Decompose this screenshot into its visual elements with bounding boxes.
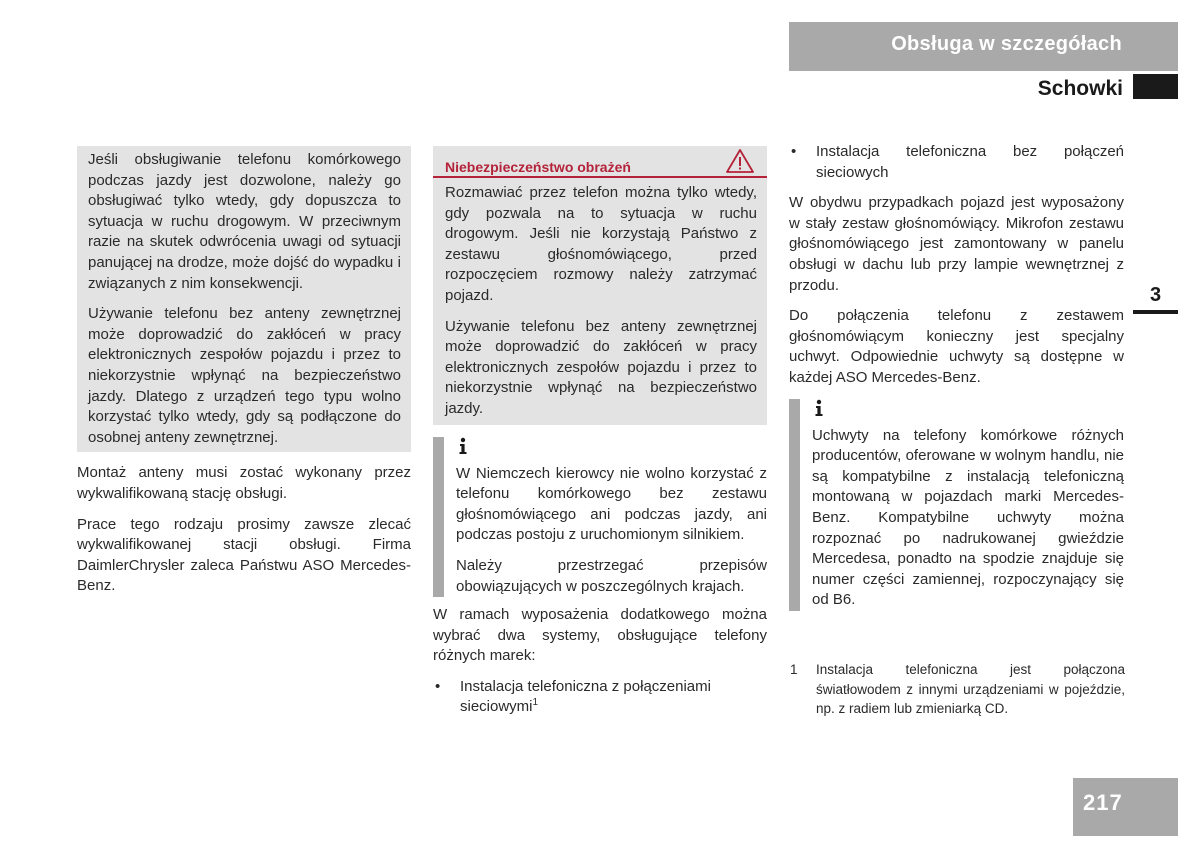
chapter-tab: 3 (1133, 282, 1178, 314)
danger-header (433, 146, 767, 178)
footnote-reference: 1 (532, 697, 539, 709)
note-paragraph: Używanie telefonu bez anteny zewnętrznej może doprowadzić do zakłóceń w pracy elektronicznych zespołów pojazdu i przez to niekorzystnie wpłynąć na bezpieczeństwo jazdy. Dlatego z urządzeń tego typu wolno korzystać tylko wtedy, gdy są podłączone do osobnej anteny zewnętrznej. (88, 305, 401, 446)
info-bar (789, 399, 800, 611)
body-paragraph: Do połączenia telefonu z zestawem głośnomówiącym konieczny jest specjalny uchwyt. Odpowiednie uchwyty są dostępne w każdej ASO Mercedes-Benz. (789, 307, 1124, 386)
body-paragraph: Prace tego rodzaju prosimy zawsze zlecać wykwalifikowanej stacji obsługi. Firma DaimlerChrysler zaleca Państwu ASO Mercedes-Benz. (77, 515, 411, 595)
bullet-symbol: • (435, 677, 441, 695)
list-item (433, 677, 767, 718)
subsection-marker (1133, 74, 1178, 99)
info-icon (812, 399, 826, 417)
body-paragraph: W ramach wyposażenia dodatkowego można wybrać dwa systemy, obsługujące telefony różnych marek: (433, 606, 767, 665)
footnote-number: 1 (790, 662, 798, 677)
info-box (433, 437, 767, 598)
warning-triangle-icon (725, 148, 755, 174)
info-box (789, 399, 1124, 611)
footnote (790, 660, 1125, 719)
footnote-text: Instalacja telefoniczna jest połączona światłowodem z innymi urządzeniami w pojeździe, np. z radiem lub zmieniarką CD. (816, 662, 1125, 716)
danger-warning-box (433, 146, 767, 425)
section-title: Obsługa w szczegółach (789, 22, 1178, 71)
list-item-text: Instalacja telefoniczna z połączeniami sieciowymi (460, 677, 711, 716)
right-column (789, 142, 1124, 611)
list-item (789, 142, 1124, 183)
note-box (77, 146, 411, 452)
danger-paragraph: Używanie telefonu bez anteny zewnętrznej może doprowadzić do zakłóceń w pracy elektronicznych zespołów pojazdu i przez to niekorzystnie wpłynąć na bezpieczeństwo jazdy. (445, 317, 757, 417)
middle-column (433, 146, 767, 718)
subsection-title: Schowki (1037, 77, 1123, 100)
danger-title: Niebezpieczeństwo obrażeń (445, 159, 631, 175)
bullet-symbol: • (791, 143, 797, 160)
danger-paragraph: Rozmawiać przez telefon można tylko wtedy, gdy pozwala na to sytuacja w ruchu drogowym. Jeśli nie korzystają Państwo z zestawu głośnomówiącego, przed rozpoczęciem rozmowy należy zatrzymać pojazd. (445, 184, 757, 304)
note-paragraph: Jeśli obsługiwanie telefonu komórkowego podczas jazdy jest dozwolone, należy go obsługiwać tylko wtedy, gdy dopuszcza to sytuacja w ruchu drogowym. W przeciwnym razie na skutek odwrócenia uwagi od sytuacji panującej na drodze, może dojść do wypadku i związanych z nim konsekwencji. (88, 151, 401, 292)
info-paragraph: Należy przestrzegać przepisów obowiązujących w poszczególnych krajach. (456, 556, 767, 595)
info-paragraph: Uchwyty na telefony komórkowe różnych producentów, oferowane w wolnym handlu, nie są kompatybilne z instalacją telefoniczną montowaną w pojazdach marki Mercedes-Benz. Kompatybilne uchwyty można rozpoznać po nadrukowanej gwieździe Mercedesa, ponadto na spodzie znajduje się numer części zamiennej, rozpoczynający się od B6. (812, 426, 1124, 609)
body-paragraph: Montaż anteny musi zostać wykonany przez wykwalifikowaną stację obsługi. (77, 464, 411, 502)
list-item-text: Instalacja telefoniczna bez połączeń sieciowych (816, 143, 1124, 181)
left-column (77, 146, 411, 607)
info-icon (456, 437, 470, 455)
page-number: 217 (1073, 778, 1178, 836)
info-paragraph: W Niemczech kierowcy nie wolno korzystać z telefonu komórkowego bez zestawu głośnomówiącego ani podczas jazdy, ani podczas postoju z uruchomionym silnikiem. (456, 464, 767, 544)
info-bar (433, 437, 444, 598)
body-paragraph: W obydwu przypadkach pojazd jest wyposażony w stały zestaw głośnomówiący. Mikrofon zestawu głośnomówiącego jest zamontowany w panelu obsługi w dachu lub przy lampie wewnętrznej z przodu. (789, 194, 1124, 294)
